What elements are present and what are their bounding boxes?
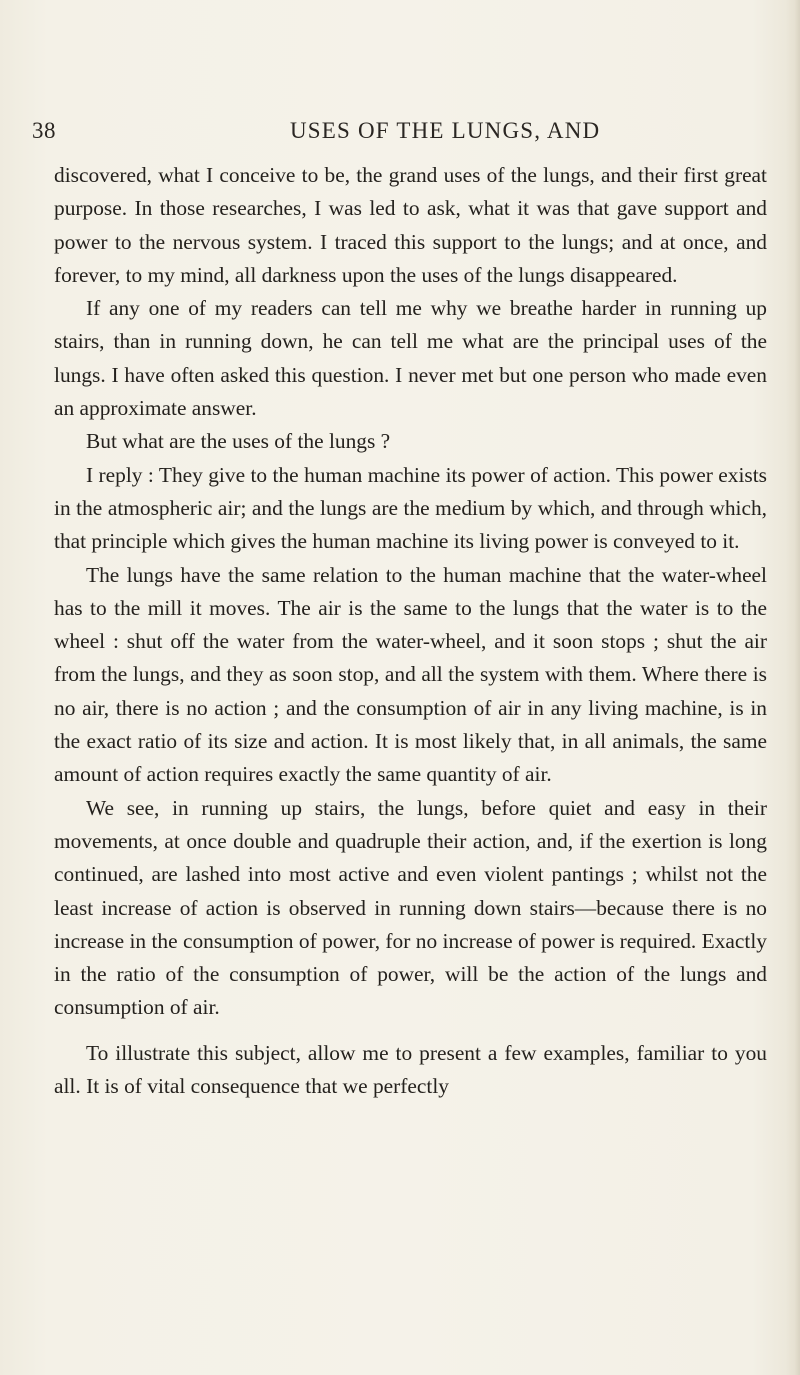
paragraph-3: But what are the uses of the lungs ? [86,429,391,454]
paragraph-2: If any one of my readers can tell me why we breathe harder in running up stairs, than in running down, he can tell me what are the principal uses of the lungs. I have often asked this question. I never met but one person who made even an approximate answer. [54,296,767,421]
paragraph-1: discovered, what I conceive to be, the grand uses of the lungs, and their first great purpose. In those researches, I was led to ask, what it was that gave support and power to the nervous system. I traced this support to the lungs; and at once, and forever, to my mind, all darkness upon the uses of the lungs disappeared. [54,163,767,287]
paragraph-4: I reply : They give to the human machine its power of action. This power exists in the atmospheric air; and the lungs are the medium by which, and through which, that principle which gives the human machine its living power is conveyed to it. [54,462,767,554]
page-number: 38 [32,118,56,143]
body-text [54,159,767,1103]
page-edge-shadow [786,0,800,1375]
paragraph-6: We see, in running up stairs, the lungs, before quiet and easy in their movements, at once double and quadruple their action, and, if the exertion is long continued, are lashed into most active and even violent pantings ; whilst not the least increase of action is observed in running down stairs—because there is no increase in the consumption of power, for no increase of power is required. Exactly in the ratio of the consumption of power, will be the action of the lungs and consumption of air. [54,795,767,1020]
paragraph-7: To illustrate this subject, allow me to present a few examples, familiar to you all. It is of vital consequence that we perfectly [54,1040,767,1099]
running-head: USES OF THE LUNGS, AND [290,118,601,143]
page-header [0,118,800,152]
paragraph-5: The lungs have the same relation to the human machine that the water-wheel has to the mill it moves. The air is the same to the lungs that the water is to the wheel : shut off the water from the water-wheel, and it soon stops ; shut the air from the lungs, and they as soon stop, and all the system with them. Where there is no air, there is no action ; and the consumption of air in any living machine, is in the exact ratio of its size and action. It is most likely that, in all animals, the same amount of action requires exactly the same quantity of air. [54,562,767,787]
